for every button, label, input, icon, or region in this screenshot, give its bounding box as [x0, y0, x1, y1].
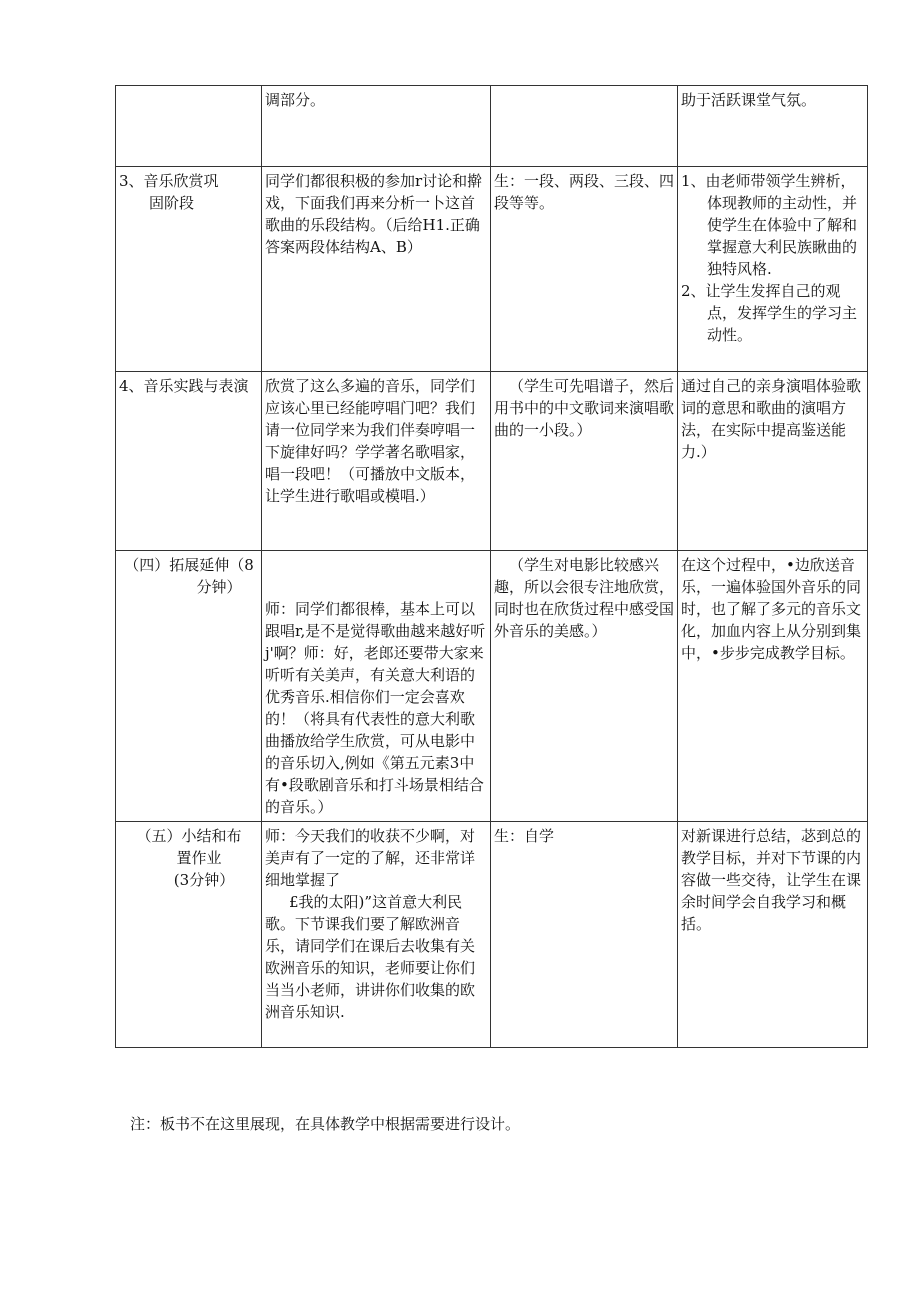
teacher-activity-cell: 同学们都很积极的参加r讨论和擀戏，下面我们再来分析一卜这首歌曲的乐段结构。（后给H1.正确答案两段体结构A、B）	[262, 167, 491, 372]
teacher-activity-cell: 欣赏了这么多遍的音乐，同学们应该心里已经能哼唱门吧？我们请一位同学来为我们伴奏哼唱一下旋律好吗？学学著名歌唱家，唱一段吧！（可播放中文版本，让学生进行歌唱或模唱.）	[262, 372, 491, 551]
stage-cell	[116, 551, 262, 822]
table-row	[116, 551, 868, 822]
student-activity-cell	[491, 372, 678, 551]
intent-item: 2、让学生发挥自己的观点，发挥学生的学习主动性。	[681, 282, 858, 344]
intent-list	[681, 170, 865, 346]
stage-cell	[116, 167, 262, 372]
table-row	[116, 372, 868, 551]
student-activity-cell	[491, 551, 678, 822]
design-intent-cell: 对新课进行总结，苾到总的教学目标，并对下节课的内容做一些交待，让学生在课余时间学会自我学习和概括。	[678, 822, 868, 1048]
design-intent-cell: 助于活跃课堂气氛。	[678, 86, 868, 167]
table-row	[116, 86, 868, 167]
teacher-activity-cell: 调部分。	[262, 86, 491, 167]
design-intent-cell	[678, 167, 868, 372]
stage-duration: (3分钟）	[173, 871, 235, 889]
table-row	[116, 822, 868, 1048]
teacher-activity-cell	[262, 551, 491, 822]
student-activity-cell: 生：一段、两段、三段、四段等等。	[491, 167, 678, 372]
stage-title: （四）拓展延伸（8	[124, 556, 254, 574]
table-row	[116, 167, 868, 372]
teacher-activity-cell	[262, 822, 491, 1048]
design-intent-cell: 在这个过程中，•边欣送音乐，一遍体验国外音乐的同时，也了解了多元的音乐文化，加血内容上从分别到集中，•步步完成教学目标。	[678, 551, 868, 822]
stage-title: （五）小结和布	[136, 827, 242, 845]
stage-title-cont: 分钟）	[196, 578, 242, 596]
stage-title-cont: 固阶段	[149, 194, 195, 212]
footer-note: 注：板书不在这里展现，在具体教学中根据需要进行设计。	[130, 1115, 521, 1133]
stage-cell: 4、音乐实践与表演	[116, 372, 262, 551]
teacher-activity-text: 师：同学们都很棒，基本上可以跟唱r,是不是觉得歌曲越来越好听j'啊？师：好，老郎还要带大家来听听有关美声，有关意大利语的优秀音乐.相信你们一定会喜欢的！（将具有代表性的意大利歌曲播放给学生欣赏，可从电影中的音乐切入,例如《第五元素3中有•段歌剧音乐和打斗场景相结合的音乐。）	[265, 600, 486, 816]
stage-title-cont: 置作业	[176, 849, 222, 867]
stage-title: 3、音乐欣赏巩	[119, 172, 219, 190]
teacher-activity-text-cont: £我的太阳)”这首意大利民歌。下节课我们要了解欧洲音乐，请同学们在课后去收集有关欧洲音乐的知识，老师要让你们当当小老师，讲讲你们收集的欧洲音乐知识.	[265, 893, 476, 1021]
student-activity-cell: 生：自学	[491, 822, 678, 1048]
student-activity-text: （学生对电影比较感兴趣，所以会很专注地欣赏，同时也在欣货过程中感受国外音乐的美感。）	[494, 556, 675, 640]
design-intent-cell: 通过自己的亲身演唱体验歌词的意思和歌曲的演唱方法，在实际中提高鉴送能力.）	[678, 372, 868, 551]
intent-item: 1、由老师带领学生辨析，体现教师的主动性，并使学生在体验中了解和掌握意大利民族瞅曲的独特风格.	[681, 172, 858, 278]
student-activity-cell	[491, 86, 678, 167]
lesson-plan-table	[115, 85, 868, 1048]
stage-cell	[116, 822, 262, 1048]
stage-cell	[116, 86, 262, 167]
student-activity-text: （学生可先唱谱子，然后用书中的中文歌词来演唱歌曲的一小段。）	[494, 377, 675, 439]
teacher-activity-text: 师：今天我们的收获不少啊，对美声有了一定的了解，还非常详细地掌握了	[265, 827, 476, 889]
